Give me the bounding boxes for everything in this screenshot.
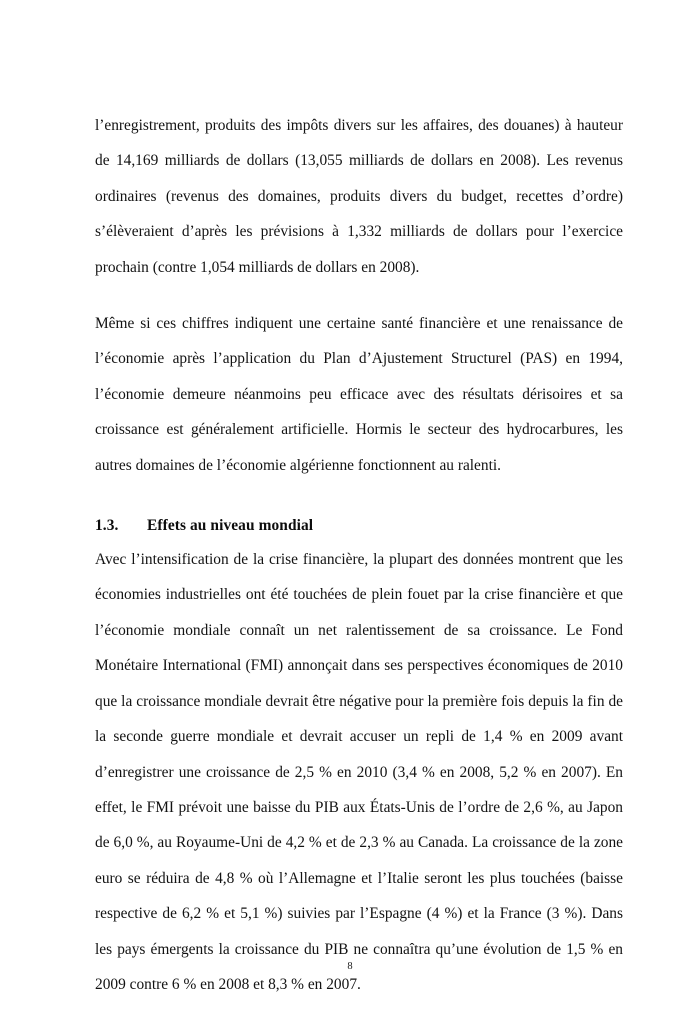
page-text-body bbox=[95, 108, 623, 1002]
section-heading-number: 1.3. bbox=[95, 517, 119, 535]
paragraph-budget-figures: l’enregistrement, produits des impôts divers sur les affaires, des douanes) à hauteur de 14,169 milliards de dollars (13,055 milliards de dollars en 2008). Les revenus ordinaires (revenus des domaines, produits divers du budget, recettes d’ordre) s’élèveraient d’après les prévisions à 1,332 milliards de dollars pour l’exercice prochain (contre 1,054 milliards de dollars en 2008). bbox=[95, 117, 623, 276]
section-heading bbox=[95, 511, 623, 541]
section-heading-title: Effets au niveau mondial bbox=[147, 517, 314, 535]
page-number: 8 bbox=[347, 961, 353, 972]
paragraph-global-effects: Avec l’intensification de la crise financière, la plupart des données montrent que les économies industrielles ont été touchées de plein fouet par la crise financière et que l’économie mondiale connaît un net ralentissement de sa croissance. Le Fond Monétaire International (FMI) annonçait dans ses perspectives économiques de 2010 que la croissance mondiale devrait être négative pour la première fois depuis la fin de la seconde guerre mondiale et devrait accuser un repli de 1,4 % en 2009 avant d’enregistrer une croissance de 2,5 % en 2010 (3,4 % en 2008, 5,2 % en 2007). En effet, le FMI prévoit une baisse du PIB aux États-Unis de l’ordre de 2,6 %, au Japon de 6,0 %, au Royaume-Uni de 4,2 % et de 2,3 % au Canada. La croissance de la zone euro se réduira de 4,8 % où l’Allemagne et l’Italie seront les plus touchées (baisse respective de 6,2 % et 5,1 %) suivies par l’Espagne (4 %) et la France (3 %). Dans les pays émergents la croissance du PIB ne connaîtra qu’une évolution de 1,5 % en 2009 contre 6 % en 2008 et 8,3 % en 2007. bbox=[95, 551, 623, 993]
paragraph-economy-assessment: Même si ces chiffres indiquent une certaine santé financière et une renaissance de l’économie après l’application du Plan d’Ajustement Structurel (PAS) en 1994, l’économie demeure néanmoins peu efficace avec des résultats dérisoires et sa croissance est généralement artificielle. Hormis le secteur des hydrocarbures, les autres domaines de l’économie algérienne fonctionnent au ralenti. bbox=[95, 315, 623, 474]
